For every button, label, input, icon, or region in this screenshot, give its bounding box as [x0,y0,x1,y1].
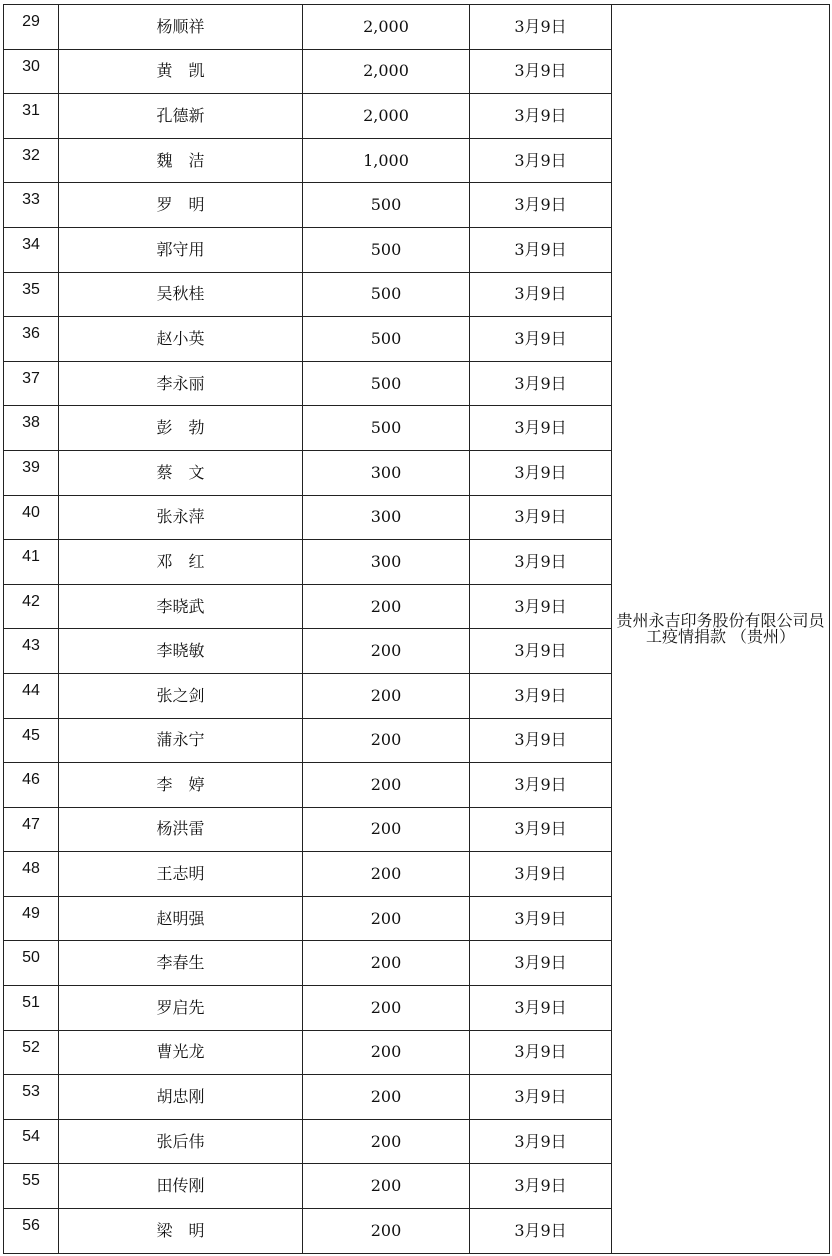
date-cell: 3月9日 [470,986,612,1031]
date-cell: 3月9日 [470,49,612,94]
amount-cell: 200 [303,629,470,674]
row-number-cell: 54 [4,1119,59,1164]
date-cell: 3月9日 [470,5,612,50]
date-cell: 3月9日 [470,673,612,718]
amount-cell: 200 [303,941,470,986]
amount-cell: 200 [303,1164,470,1209]
row-number-cell: 32 [4,138,59,183]
amount-cell: 200 [303,986,470,1031]
row-number-cell: 42 [4,584,59,629]
row-number-cell: 44 [4,673,59,718]
row-number-cell: 30 [4,49,59,94]
row-number-cell: 37 [4,361,59,406]
date-cell: 3月9日 [470,941,612,986]
row-number-cell: 47 [4,807,59,852]
donor-name-cell: 罗 明 [59,183,303,228]
donor-name-cell: 赵明强 [59,896,303,941]
date-cell: 3月9日 [470,94,612,139]
date-cell: 3月9日 [470,540,612,585]
row-number-cell: 51 [4,986,59,1031]
date-cell: 3月9日 [470,718,612,763]
row-number-cell: 50 [4,941,59,986]
donor-name-cell: 李晓敏 [59,629,303,674]
amount-cell: 300 [303,540,470,585]
donor-name-cell: 李 婷 [59,763,303,808]
donor-name-cell: 杨洪雷 [59,807,303,852]
donor-name-cell: 邓 红 [59,540,303,585]
donor-name-cell: 李春生 [59,941,303,986]
amount-cell: 2,000 [303,5,470,50]
row-number-cell: 46 [4,763,59,808]
donor-name-cell: 杨顺祥 [59,5,303,50]
row-number-cell: 41 [4,540,59,585]
amount-cell: 200 [303,852,470,897]
row-number-cell: 39 [4,450,59,495]
donor-name-cell: 梁 明 [59,1209,303,1254]
date-cell: 3月9日 [470,138,612,183]
amount-cell: 200 [303,807,470,852]
amount-cell: 200 [303,1075,470,1120]
date-cell: 3月9日 [470,1075,612,1120]
date-cell: 3月9日 [470,896,612,941]
table-row [4,5,830,50]
donor-name-cell: 黄 凯 [59,49,303,94]
date-cell: 3月9日 [470,584,612,629]
date-cell: 3月9日 [470,1030,612,1075]
date-cell: 3月9日 [470,1164,612,1209]
row-number-cell: 48 [4,852,59,897]
row-number-cell: 49 [4,896,59,941]
amount-cell: 200 [303,1030,470,1075]
remark-cell: 贵州永吉印务股份有限公司员工疫情捐款 （贵州） [612,5,830,1254]
row-number-cell: 40 [4,495,59,540]
date-cell: 3月9日 [470,317,612,362]
amount-cell: 200 [303,673,470,718]
amount-cell: 200 [303,1119,470,1164]
donor-name-cell: 郭守用 [59,227,303,272]
date-cell: 3月9日 [470,629,612,674]
amount-cell: 2,000 [303,49,470,94]
date-cell: 3月9日 [470,1209,612,1254]
date-cell: 3月9日 [470,495,612,540]
amount-cell: 200 [303,584,470,629]
donation-table-body [4,5,830,1254]
donor-name-cell: 蔡 文 [59,450,303,495]
row-number-cell: 45 [4,718,59,763]
donor-name-cell: 张之剑 [59,673,303,718]
amount-cell: 200 [303,763,470,808]
donor-name-cell: 彭 勃 [59,406,303,451]
row-number-cell: 36 [4,317,59,362]
amount-cell: 1,000 [303,138,470,183]
donor-name-cell: 李永丽 [59,361,303,406]
date-cell: 3月9日 [470,183,612,228]
row-number-cell: 55 [4,1164,59,1209]
amount-cell: 500 [303,183,470,228]
row-number-cell: 35 [4,272,59,317]
date-cell: 3月9日 [470,272,612,317]
date-cell: 3月9日 [470,450,612,495]
amount-cell: 500 [303,227,470,272]
donor-name-cell: 李晓武 [59,584,303,629]
donor-name-cell: 赵小英 [59,317,303,362]
amount-cell: 300 [303,495,470,540]
date-cell: 3月9日 [470,807,612,852]
donor-name-cell: 田传刚 [59,1164,303,1209]
row-number-cell: 34 [4,227,59,272]
donation-table [3,4,830,1254]
donor-name-cell: 胡忠刚 [59,1075,303,1120]
amount-cell: 200 [303,896,470,941]
donor-name-cell: 孔德新 [59,94,303,139]
donor-name-cell: 曹光龙 [59,1030,303,1075]
donor-name-cell: 吴秋桂 [59,272,303,317]
donor-name-cell: 罗启先 [59,986,303,1031]
row-number-cell: 31 [4,94,59,139]
amount-cell: 300 [303,450,470,495]
row-number-cell: 33 [4,183,59,228]
date-cell: 3月9日 [470,406,612,451]
amount-cell: 200 [303,1209,470,1254]
amount-cell: 500 [303,361,470,406]
row-number-cell: 53 [4,1075,59,1120]
donor-name-cell: 魏 洁 [59,138,303,183]
date-cell: 3月9日 [470,361,612,406]
donor-name-cell: 张后伟 [59,1119,303,1164]
donor-name-cell: 蒲永宁 [59,718,303,763]
row-number-cell: 56 [4,1209,59,1254]
row-number-cell: 38 [4,406,59,451]
amount-cell: 500 [303,272,470,317]
donor-name-cell: 王志明 [59,852,303,897]
donor-name-cell: 张永萍 [59,495,303,540]
date-cell: 3月9日 [470,852,612,897]
date-cell: 3月9日 [470,1119,612,1164]
row-number-cell: 52 [4,1030,59,1075]
amount-cell: 500 [303,406,470,451]
amount-cell: 200 [303,718,470,763]
date-cell: 3月9日 [470,763,612,808]
row-number-cell: 43 [4,629,59,674]
amount-cell: 2,000 [303,94,470,139]
date-cell: 3月9日 [470,227,612,272]
row-number-cell: 29 [4,5,59,50]
amount-cell: 500 [303,317,470,362]
